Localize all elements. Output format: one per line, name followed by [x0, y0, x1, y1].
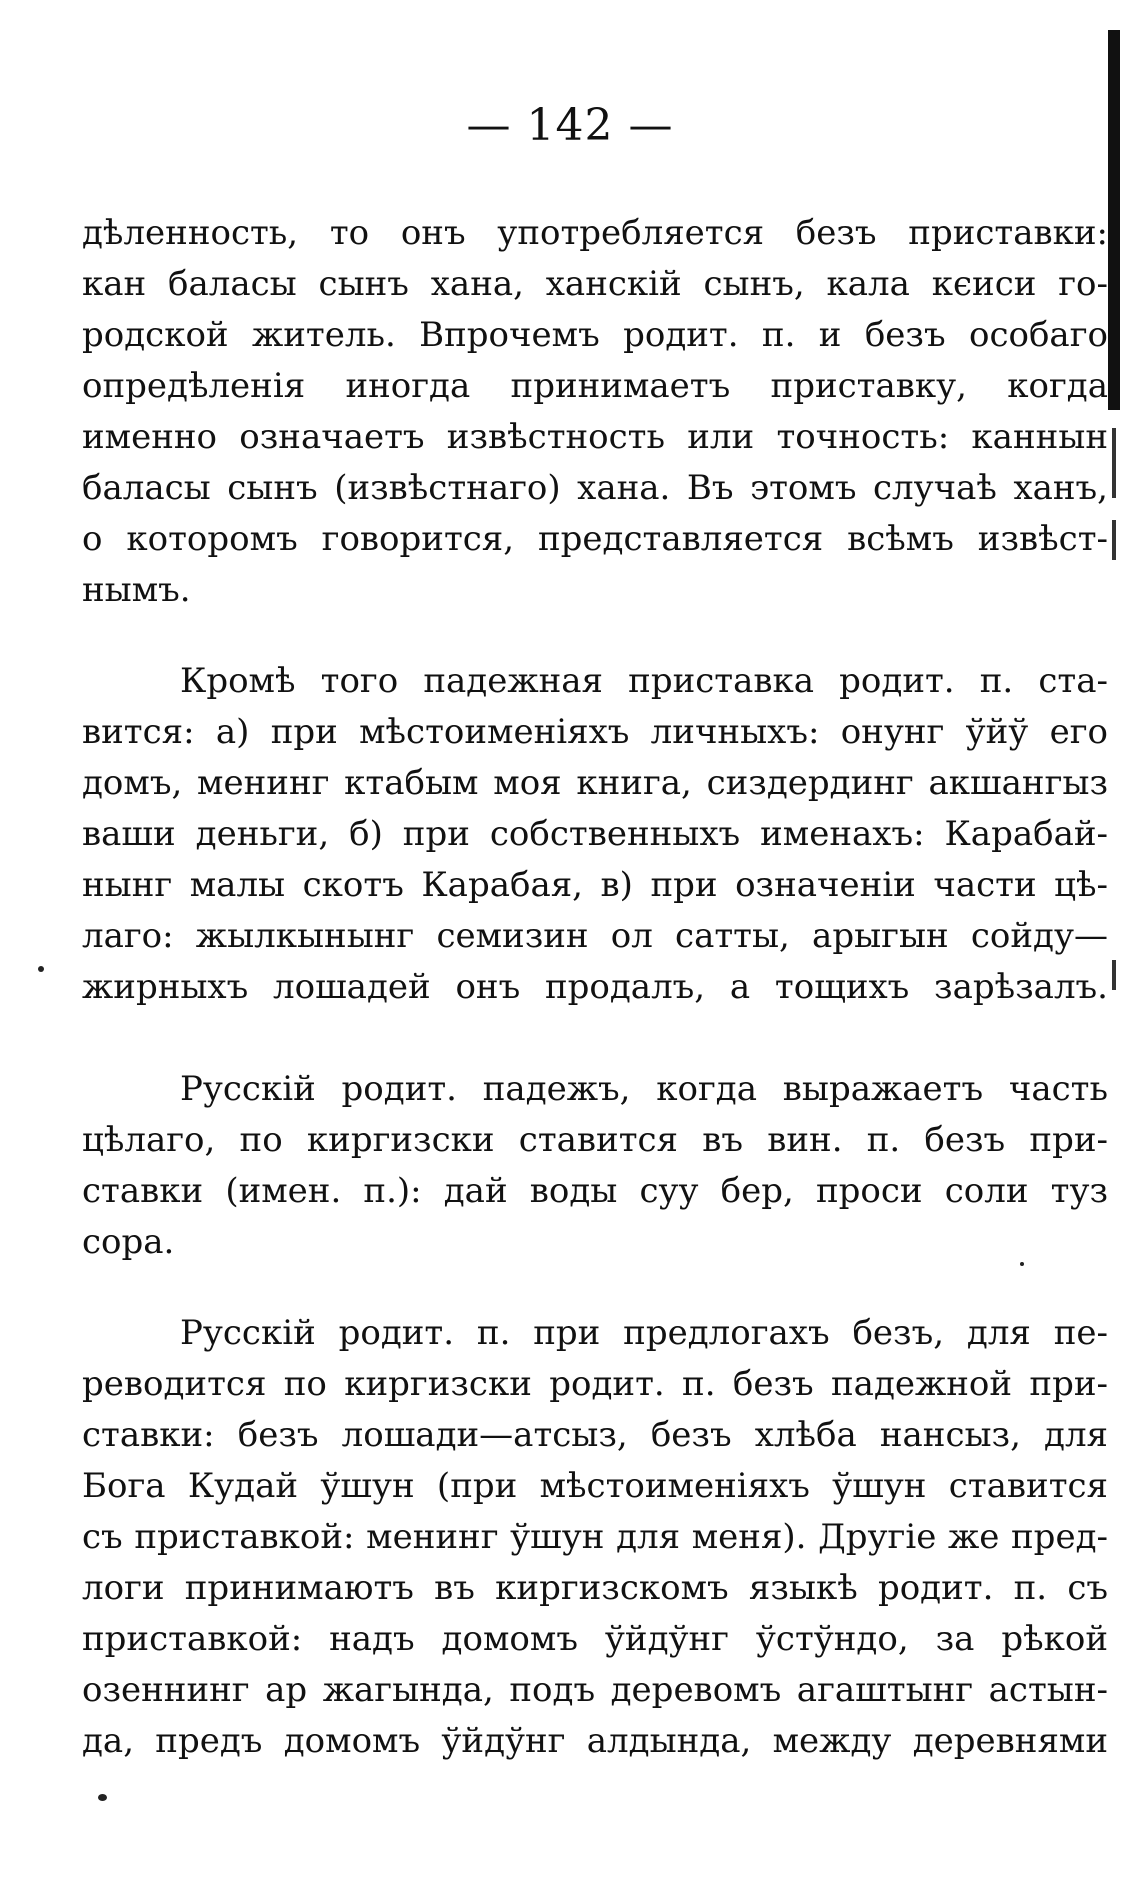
page-edge-mark — [1112, 520, 1116, 560]
text-line: сора. — [82, 1222, 175, 1262]
text-line: цѣлаго, по киргизски ставится въ вин. п. безъ при- — [82, 1120, 1108, 1160]
text-line: нынг малы скотъ Карабая, в) при означеніи части цѣ- — [82, 865, 1108, 905]
paragraph-4 — [82, 1308, 1108, 1767]
text-line: Кромѣ того падежная приставка родит. п. ста- — [180, 661, 1108, 701]
text-line: домъ, менинг ктабым моя книга, сиздердинг акшангыз — [82, 763, 1108, 803]
text-line: жирныхъ лошадей онъ продалъ, а тощихъ зарѣзалъ. — [82, 967, 1108, 1007]
paragraph-2 — [82, 656, 1108, 1013]
text-line: родской житель. Впрочемъ родит. п. и безъ особаго — [82, 315, 1108, 355]
text-line: ставки: безъ лошади—атсыз, безъ хлѣба нансыз, для — [82, 1415, 1108, 1455]
text-line: Русскій родит. п. при предлогахъ безъ, для пе- — [180, 1313, 1108, 1353]
page-edge-mark — [1112, 960, 1116, 990]
text-line: дѣленность, то онъ употребляется безъ приставки: — [82, 213, 1108, 253]
text-line: ставки (имен. п.): дай воды суу бер, проси соли туз — [82, 1171, 1108, 1211]
text-line: баласы сынъ (извѣстнаго) хана. Въ этомъ случаѣ ханъ, — [82, 468, 1108, 508]
text-line: кан баласы сынъ хана, ханскій сынъ, кала кєиси го- — [82, 264, 1108, 304]
text-line: именно означаетъ извѣстность или точность: каннын — [82, 417, 1108, 457]
paragraph-gap — [82, 616, 1108, 656]
page-edge-mark — [1112, 428, 1116, 498]
text-line: нымъ. — [82, 570, 191, 610]
page-edge-bar — [1108, 30, 1120, 410]
text-line: о которомъ говорится, представляется всѣмъ извѣст- — [82, 519, 1108, 559]
text-line: вится: а) при мѣстоименіяхъ личныхъ: онунг ўйў его — [82, 712, 1108, 752]
paragraph-gap — [82, 1268, 1108, 1308]
text-line: ваши деньги, б) при собственныхъ именахъ: Карабай- — [82, 814, 1108, 854]
print-speck — [98, 1794, 107, 1801]
text-line: Русскій родит. падежъ, когда выражаетъ часть — [180, 1069, 1108, 1109]
text-line: опредѣленія иногда принимаетъ приставку, когда — [82, 366, 1108, 406]
text-line: Бога Кудай ўшун (при мѣстоименіяхъ ўшун ставится — [82, 1466, 1108, 1506]
text-line: логи принимаютъ въ киргизскомъ языкѣ родит. п. съ — [82, 1568, 1108, 1608]
text-line: реводится по киргизски родит. п. безъ падежной при- — [82, 1364, 1108, 1404]
paragraph-3 — [82, 1064, 1108, 1268]
print-speck — [38, 966, 44, 972]
text-line: озеннинг ар жагында, подъ деревомъ агаштынг астын- — [82, 1670, 1108, 1710]
text-line: приставкой: надъ домомъ ўйдўнг ўстўндо, за рѣкой — [82, 1619, 1108, 1659]
paragraph-gap — [82, 1013, 1108, 1064]
text-line: лаго: жылкынынг семизин ол сатты, арыгын сойду— — [82, 916, 1108, 956]
page-number: — 142 — — [466, 100, 674, 151]
paragraph-1 — [82, 208, 1108, 616]
text-body — [82, 208, 1108, 1767]
text-line: да, предъ домомъ ўйдўнг алдында, между деревнями — [82, 1721, 1108, 1761]
text-line: съ приставкой: менинг ўшун для меня). Другіе же пред- — [82, 1517, 1108, 1557]
